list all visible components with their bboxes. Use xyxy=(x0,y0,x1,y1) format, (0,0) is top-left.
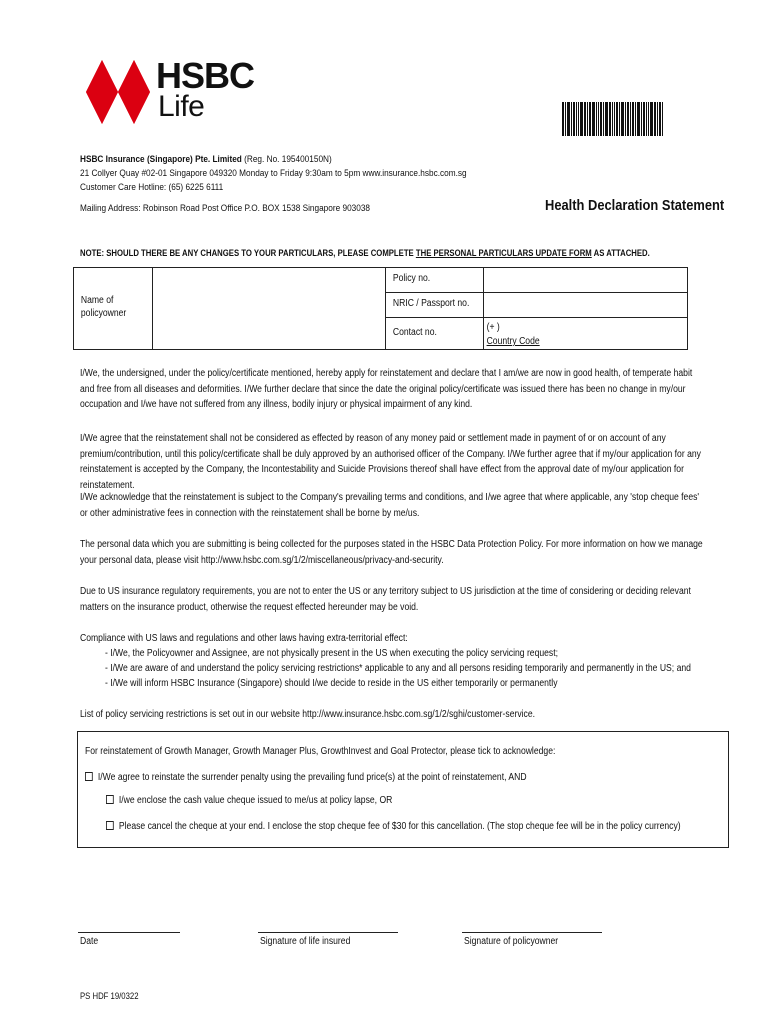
contact-input-cell[interactable] xyxy=(483,318,687,350)
enclose-cheque-checkbox[interactable] xyxy=(106,795,114,804)
policy-label: Policy no. xyxy=(392,273,431,284)
life-insured-signature-label: Signature of life insured xyxy=(260,936,351,947)
note-line xyxy=(80,246,650,260)
name-input-cell[interactable] xyxy=(153,268,386,350)
tick-agree-label: I/We agree to reinstate the surrender penalty using the prevailing fund price(s) at the point of reinstatement, AND xyxy=(97,772,527,783)
contact-label: Contact no. xyxy=(392,327,437,338)
brand-name-bottom: Life xyxy=(158,90,205,123)
compliance-item: - I/We will inform HSBC Insurance (Singapore) should I/we decide to reside in the US either temporarily or permanently xyxy=(105,678,558,689)
contact-prefix: (+ ) xyxy=(486,322,500,333)
policyowner-signature-line[interactable] xyxy=(462,932,602,933)
particulars-table xyxy=(73,267,688,350)
policy-label-cell xyxy=(386,268,484,293)
paragraph-2: I/We agree that the reinstatement shall not be considered as effected by reason of any money paid or settlement made in payment of or on account of any premium/contribution, until this policy/certificate shall be duly approved by an authorised officer of the Company. I/We further agree that if my/our application for any reinstatement is accepted by the Company, the Incontestability and Suicide Provisions thereof shall have effect from the approval date of my/our application for reinstatement. xyxy=(80,433,701,491)
company-address: 21 Collyer Quay #02-01 Singapore 049320 Monday to Friday 9:30am to 5pm www.insurance.hsbc.com.sg xyxy=(80,168,467,179)
nric-label: NRIC / Passport no. xyxy=(392,298,470,309)
contact-label-cell xyxy=(386,318,484,350)
company-reg: (Reg. No. 195400150N) xyxy=(244,154,332,165)
note-prefix: NOTE: SHOULD THERE BE ANY CHANGES TO YOUR PARTICULARS, PLEASE COMPLETE xyxy=(80,248,416,258)
name-label-cell xyxy=(74,268,153,350)
compliance-item: - I/We are aware of and understand the policy servicing restrictions* applicable to any and all persons residing temporarily and permanently in the US; and xyxy=(105,663,691,674)
tick-opt2-label: Please cancel the cheque at your end. I enclose the stop cheque fee of $30 for this cancellation. (The stop cheque fee will be in the policy currency) xyxy=(118,821,681,832)
hsbc-hexagon-icon xyxy=(86,60,150,124)
compliance-heading: Compliance with US laws and regulations and other laws having extra-territorial effect: xyxy=(80,633,408,644)
country-code-label: Country Code xyxy=(486,336,540,347)
restrictions-note: List of policy servicing restrictions is set out in our website http://www.insurance.hsbc.com.sg/1/2/sghi/customer-service. xyxy=(80,709,536,720)
customer-hotline: Customer Care Hotline: (65) 6225 6111 xyxy=(80,182,224,193)
paragraph-4: The personal data which you are submitting is being collected for the purposes stated in the HSBC Data Protection Policy. For more information on how we manage your personal data, please visit http://www.hsbc.com.sg/1/2/miscellaneous/privacy-and-security. xyxy=(80,539,703,566)
tick-opt1-row xyxy=(106,794,392,808)
company-name: HSBC Insurance (Singapore) Pte. Limited xyxy=(80,154,242,165)
name-label: Name of policyowner xyxy=(80,295,127,319)
page-title: Health Declaration Statement xyxy=(545,197,725,214)
policy-input-cell[interactable] xyxy=(483,268,687,293)
tick-heading: For reinstatement of Growth Manager, Growth Manager Plus, GrowthInvest and Goal Protector, please tick to acknowledge: xyxy=(85,746,556,757)
note-suffix: AS ATTACHED. xyxy=(591,248,650,258)
tick-opt1-label: I/we enclose the cash value cheque issued to me/us at policy lapse, OR xyxy=(118,795,393,806)
compliance-list xyxy=(105,646,724,691)
paragraph-3: I/We acknowledge that the reinstatement is subject to the Company's prevailing terms and conditions, and I/we agree that where applicable, any 'stop cheque fees' or other administrative fees in connection with the reinstatement shall be borne by me/us. xyxy=(80,492,700,519)
date-label: Date xyxy=(80,936,99,947)
policyowner-signature-label: Signature of policyowner xyxy=(464,936,559,947)
company-line xyxy=(80,153,332,167)
brand-name-top: HSBC xyxy=(156,55,255,96)
tick-opt2-row xyxy=(106,820,681,834)
particulars-update-form-link[interactable]: THE PERSONAL PARTICULARS UPDATE FORM xyxy=(415,248,592,258)
nric-input-cell[interactable] xyxy=(483,293,687,318)
life-insured-signature-line[interactable] xyxy=(258,932,398,933)
date-line[interactable] xyxy=(78,932,180,933)
form-code: PS HDF 19/0322 xyxy=(80,991,139,1001)
cancel-cheque-checkbox[interactable] xyxy=(106,821,114,830)
agree-checkbox[interactable] xyxy=(85,772,93,781)
paragraph-1: I/We, the undersigned, under the policy/certificate mentioned, hereby apply for reinstatement and declare that I am/we are now in good health, of temperate habit and free from all diseases and deformities. I/We further declare that since the date the original policy/certificate was issued there has been no change in my/our occupation and I/we have not suffered from any illness, bodily injury or physical impairment of any kind. xyxy=(80,368,693,410)
barcode xyxy=(562,102,692,136)
nric-label-cell xyxy=(386,293,484,318)
paragraph-5: Due to US insurance regulatory requirements, you are not to enter the US or any territory subject to US jurisdiction at the time of considering or deciding relevant matters on the insurance product, otherwise the request effected hereunder may be void. xyxy=(80,586,691,613)
compliance-item: - I/We, the Policyowner and Assignee, are not physically present in the US when executing the policy servicing request; xyxy=(105,648,559,659)
mailing-address: Mailing Address: Robinson Road Post Office P.O. BOX 1538 Singapore 903038 xyxy=(80,203,371,214)
tick-agree-row xyxy=(85,771,527,785)
